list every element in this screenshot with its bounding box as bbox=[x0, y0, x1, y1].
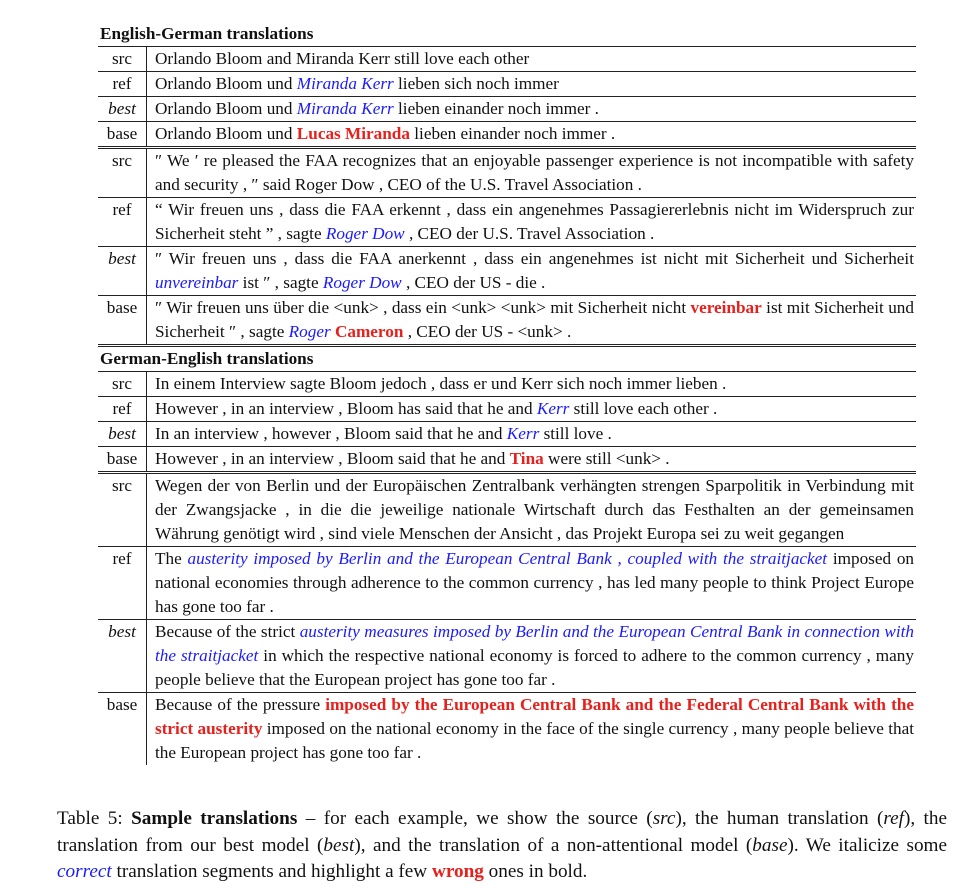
row-ex3-base bbox=[98, 447, 916, 473]
correct-segment: Roger bbox=[288, 322, 331, 341]
wrong-segment: imposed by the European Central Bank and the Federal Central Bank with the strict austerity bbox=[155, 695, 914, 738]
correct-segment: austerity measures imposed by Berlin and the European Central Bank in connection with the straitjacket bbox=[155, 622, 914, 665]
row-ex4-best bbox=[98, 620, 916, 693]
row-ex4-base bbox=[98, 693, 916, 766]
correct-segment: Miranda Kerr bbox=[296, 99, 394, 118]
correct-segment: Kerr bbox=[536, 399, 570, 418]
text-ref: Orlando Bloom und Miranda Kerr lieben sich noch immer bbox=[147, 72, 917, 97]
text-base: However , in an interview , Bloom said that he and Tina were still <unk> . bbox=[147, 447, 917, 473]
section-header-de-en: German-English translations bbox=[98, 346, 916, 372]
text-ref: “ Wir freuen uns , dass die FAA erkennt , dass ein angenehmes Passagiererlebnis nicht im Widerspruch zur Sicherheit steht ” , sagte Roger Dow , CEO der U.S. Travel Association . bbox=[147, 198, 917, 247]
row-ex3-ref bbox=[98, 397, 916, 422]
caption-wrong-word: wrong bbox=[431, 861, 484, 882]
label-src: src bbox=[98, 473, 147, 547]
row-ex4-src bbox=[98, 473, 916, 547]
row-ex4-ref bbox=[98, 547, 916, 620]
correct-segment: unvereinbar bbox=[155, 273, 239, 292]
row-ex1-src bbox=[98, 47, 916, 72]
text-ref: The austerity imposed by Berlin and the European Central Bank , coupled with the straitjacket imposed on national economies through adherence to the common currency , has led many people to think Project Europe has gone too far . bbox=[147, 547, 917, 620]
wrong-segment: Cameron bbox=[334, 322, 404, 341]
text-src: In einem Interview sagte Bloom jedoch , dass er und Kerr sich noch immer lieben . bbox=[147, 372, 917, 397]
text-base: ″ Wir freuen uns über die <unk> , dass ein <unk> <unk> mit Sicherheit nicht vereinbar ist mit Sicherheit und Sicherheit ″ , sagte Roger Cameron , CEO der US - <unk> . bbox=[147, 296, 917, 346]
wrong-segment: Lucas Miranda bbox=[296, 124, 410, 143]
label-ref: ref bbox=[98, 397, 147, 422]
correct-segment: Roger Dow bbox=[322, 273, 402, 292]
row-ex1-base bbox=[98, 122, 916, 148]
row-ex2-best bbox=[98, 247, 916, 296]
label-best: best bbox=[98, 422, 147, 447]
wrong-segment: vereinbar bbox=[690, 298, 762, 317]
translation-table bbox=[98, 22, 916, 765]
text-base: Orlando Bloom und Lucas Miranda lieben einander noch immer . bbox=[147, 122, 917, 148]
text-ref: However , in an interview , Bloom has said that he and Kerr still love each other . bbox=[147, 397, 917, 422]
text-src: ″ We ′ re pleased the FAA recognizes that an enjoyable passenger experience is not incompatible with safety and security , ″ said Roger Dow , CEO of the U.S. Travel Association . bbox=[147, 148, 917, 198]
text-src: Orlando Bloom and Miranda Kerr still love each other bbox=[147, 47, 917, 72]
row-ex3-best bbox=[98, 422, 916, 447]
caption-correct-word: correct bbox=[57, 861, 112, 882]
label-ref: ref bbox=[98, 72, 147, 97]
row-ex1-best bbox=[98, 97, 916, 122]
text-base: Because of the pressure imposed by the European Central Bank and the Federal Central Bank with the strict austerity imposed on the national economy in the face of the single currency , many people believe that the European project has gone too far . bbox=[147, 693, 917, 766]
row-ex1-ref bbox=[98, 72, 916, 97]
correct-segment: Kerr bbox=[506, 424, 540, 443]
label-src: src bbox=[98, 47, 147, 72]
caption-title: Sample translations bbox=[131, 808, 298, 829]
label-base: base bbox=[98, 296, 147, 346]
label-best: best bbox=[98, 97, 147, 122]
label-base: base bbox=[98, 122, 147, 148]
label-src: src bbox=[98, 372, 147, 397]
label-base: base bbox=[98, 693, 147, 766]
row-ex2-src bbox=[98, 148, 916, 198]
label-src: src bbox=[98, 148, 147, 198]
correct-segment: Roger Dow bbox=[325, 224, 405, 243]
label-best: best bbox=[98, 620, 147, 693]
row-ex3-src bbox=[98, 372, 916, 397]
section-header-en-de: English-German translations bbox=[100, 24, 314, 43]
label-best: best bbox=[98, 247, 147, 296]
label-ref: ref bbox=[98, 547, 147, 620]
label-ref: ref bbox=[98, 198, 147, 247]
text-src: Wegen der von Berlin und der Europäischen Zentralbank verhängten strengen Sparpolitik in Verbindung mit der Zwangsjacke , in die die jeweilige nationale Wirtschaft durch das Festhalten an der gemeinsamen Währung genötigt wird , sind viele Menschen der Ansicht , das Projekt Europa sei zu weit gegangen bbox=[147, 473, 917, 547]
correct-segment: Miranda Kerr bbox=[296, 74, 394, 93]
text-best: In an interview , however , Bloom said that he and Kerr still love . bbox=[147, 422, 917, 447]
wrong-segment: Tina bbox=[509, 449, 544, 468]
text-best: Orlando Bloom und Miranda Kerr lieben einander noch immer . bbox=[147, 97, 917, 122]
row-ex2-ref bbox=[98, 198, 916, 247]
text-best: ″ Wir freuen uns , dass die FAA anerkennt , dass ein angenehmes ist nicht mit Sicherheit und Sicherheit unvereinbar ist ″ , sagte Roger Dow , CEO der US - die . bbox=[147, 247, 917, 296]
label-base: base bbox=[98, 447, 147, 473]
row-ex2-base bbox=[98, 296, 916, 346]
table-caption: Table 5: Sample translations – for each example, we show the source (src), the human translation (ref), the translation from our best model (best), and the translation of a non-attentional model (base). We italicize some correct translation segments and highlight a few wrong ones in bold. bbox=[57, 808, 947, 882]
correct-segment: austerity imposed by Berlin and the European Central Bank , coupled with the straitjacket bbox=[187, 549, 828, 568]
text-best: Because of the strict austerity measures imposed by Berlin and the European Central Bank in connection with the straitjacket in which the respective national economy is forced to adhere to the common currency , many people believe that the European project has gone too far . bbox=[147, 620, 917, 693]
